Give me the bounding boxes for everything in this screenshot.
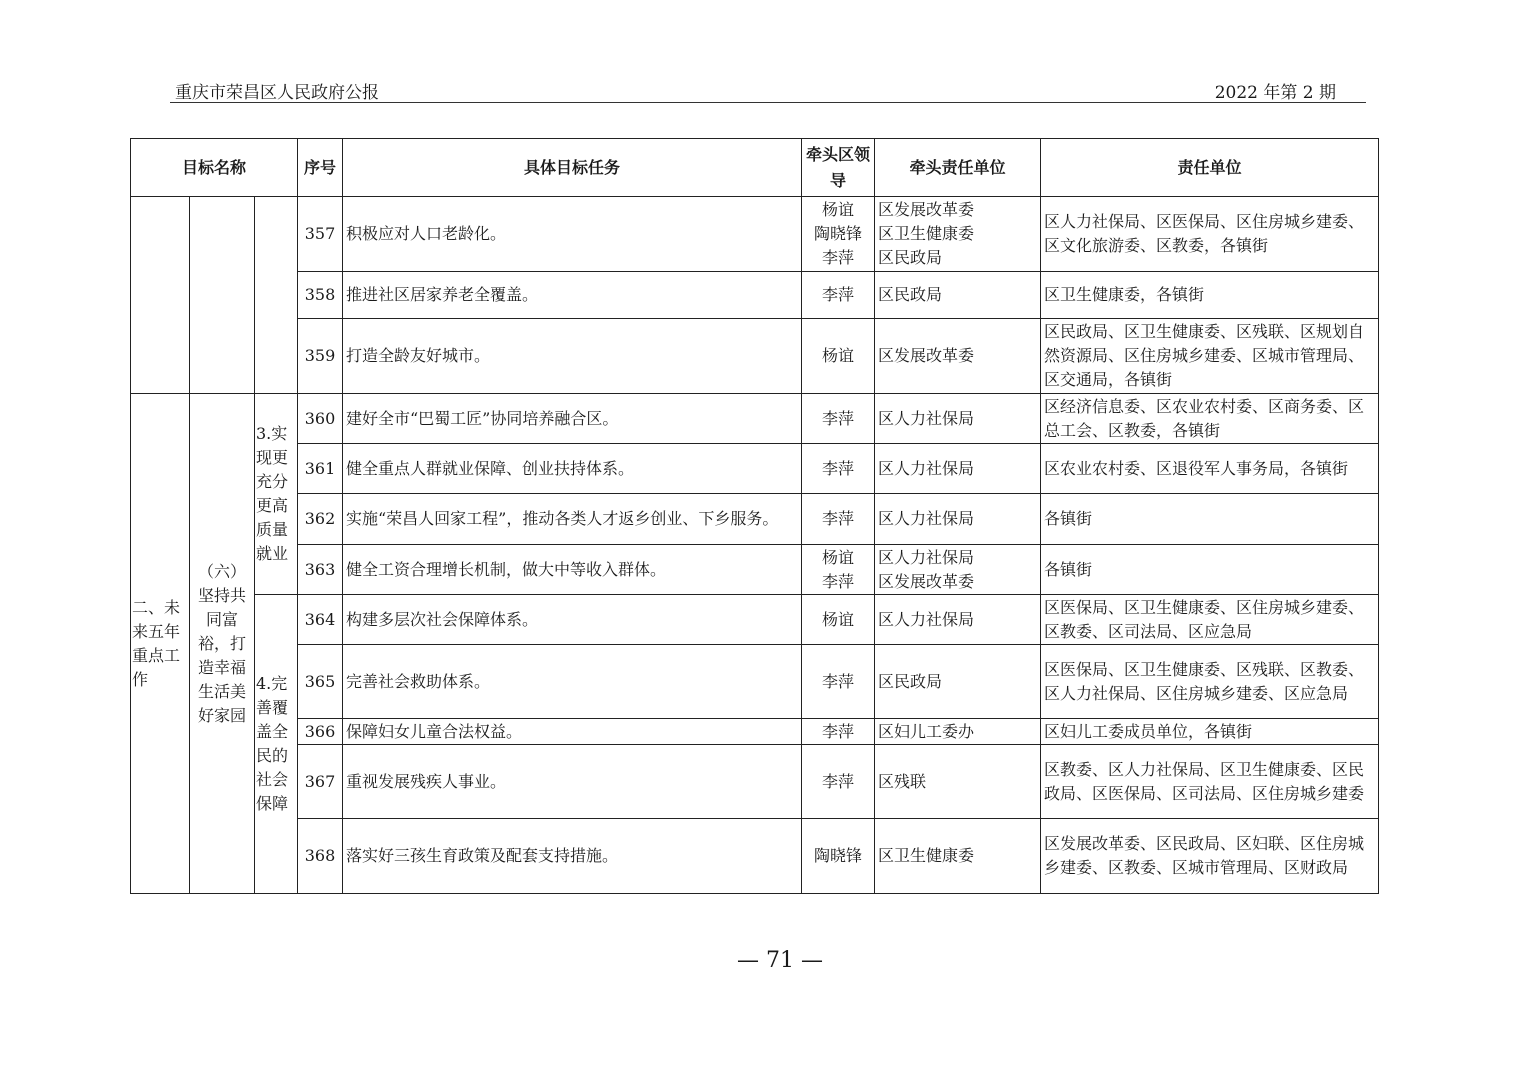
seq-cell: 357 — [298, 197, 343, 272]
col-seq: 序号 — [298, 139, 343, 197]
lead-unit-cell: 区残联 — [875, 745, 1041, 819]
goal-cell-empty-2 — [190, 197, 255, 394]
goal-level-3-social-security: 4.完善覆盖全民的社会保障 — [255, 595, 298, 894]
units-cell: 区医保局、区卫生健康委、区住房城乡建委、区教委、区司法局、区应急局 — [1041, 595, 1379, 645]
units-cell: 区民政局、区卫生健康委、区残联、区规划自然资源局、区住房城乡建委、区城市管理局、区交通局，各镇街 — [1041, 319, 1379, 394]
leader-cell: 李萍 — [802, 719, 875, 745]
task-cell: 重视发展残疾人事业。 — [343, 745, 802, 819]
leader-cell: 李萍 — [802, 272, 875, 319]
lead-unit-cell: 区民政局 — [875, 272, 1041, 319]
table-row — [131, 494, 1379, 545]
lead-unit-cell: 区人力社保局 — [875, 595, 1041, 645]
table-row — [131, 545, 1379, 595]
leader-cell: 杨谊 陶晓锋 李萍 — [802, 197, 875, 272]
goal-level-1: 二、未来五年重点工作 — [131, 394, 190, 894]
seq-cell: 366 — [298, 719, 343, 745]
table-row — [131, 745, 1379, 819]
leader-cell: 杨谊 — [802, 319, 875, 394]
leader-cell: 李萍 — [802, 645, 875, 719]
page-number: — 71 — — [737, 948, 823, 973]
goal-cell-empty-3 — [255, 197, 298, 394]
table-row — [131, 819, 1379, 894]
goal-level-3-employment: 3.实现更充分更高质量就业 — [255, 394, 298, 595]
col-leader: 牵头区领导 — [802, 139, 875, 197]
units-cell: 各镇街 — [1041, 545, 1379, 595]
leader-cell: 陶晓锋 — [802, 819, 875, 894]
table-row — [131, 595, 1379, 645]
leader-cell: 李萍 — [802, 394, 875, 444]
task-cell: 健全工资合理增长机制，做大中等收入群体。 — [343, 545, 802, 595]
units-cell: 区卫生健康委，各镇街 — [1041, 272, 1379, 319]
col-lead-unit: 牵头责任单位 — [875, 139, 1041, 197]
leader-cell: 杨谊 李萍 — [802, 545, 875, 595]
leader-cell: 李萍 — [802, 745, 875, 819]
leader-cell: 杨谊 — [802, 595, 875, 645]
task-cell: 完善社会救助体系。 — [343, 645, 802, 719]
task-cell: 打造全龄友好城市。 — [343, 319, 802, 394]
lead-unit-cell: 区人力社保局 — [875, 494, 1041, 545]
task-cell: 构建多层次社会保障体系。 — [343, 595, 802, 645]
table-row — [131, 645, 1379, 719]
task-cell: 推进社区居家养老全覆盖。 — [343, 272, 802, 319]
table-row — [131, 197, 1379, 272]
units-cell: 区人力社保局、区医保局、区住房城乡建委、区文化旅游委、区教委，各镇街 — [1041, 197, 1379, 272]
units-cell: 区经济信息委、区农业农村委、区商务委、区总工会、区教委，各镇街 — [1041, 394, 1379, 444]
issue-label: 2022 年第 2 期 — [1214, 83, 1336, 103]
seq-cell: 358 — [298, 272, 343, 319]
header-rule — [170, 102, 1366, 103]
seq-cell: 360 — [298, 394, 343, 444]
units-cell: 区妇儿工委成员单位，各镇街 — [1041, 719, 1379, 745]
lead-unit-cell: 区人力社保局 区发展改革委 — [875, 545, 1041, 595]
col-goal: 目标名称 — [131, 139, 298, 197]
lead-unit-cell: 区卫生健康委 — [875, 819, 1041, 894]
table-row — [131, 319, 1379, 394]
task-cell: 建好全市“巴蜀工匠”协同培养融合区。 — [343, 394, 802, 444]
seq-cell: 367 — [298, 745, 343, 819]
task-cell: 落实好三孩生育政策及配套支持措施。 — [343, 819, 802, 894]
units-cell: 区发展改革委、区民政局、区妇联、区住房城乡建委、区教委、区城市管理局、区财政局 — [1041, 819, 1379, 894]
lead-unit-cell: 区人力社保局 — [875, 394, 1041, 444]
seq-cell: 359 — [298, 319, 343, 394]
lead-unit-cell: 区发展改革委 区卫生健康委 区民政局 — [875, 197, 1041, 272]
task-table — [130, 138, 1379, 894]
table-row — [131, 444, 1379, 494]
seq-cell: 362 — [298, 494, 343, 545]
task-cell: 积极应对人口老龄化。 — [343, 197, 802, 272]
leader-cell: 李萍 — [802, 444, 875, 494]
task-cell: 保障妇女儿童合法权益。 — [343, 719, 802, 745]
table-header-row — [131, 139, 1379, 197]
units-cell: 区农业农村委、区退役军人事务局，各镇街 — [1041, 444, 1379, 494]
seq-cell: 365 — [298, 645, 343, 719]
lead-unit-cell: 区妇儿工委办 — [875, 719, 1041, 745]
task-cell: 实施“荣昌人回家工程”，推动各类人才返乡创业、下乡服务。 — [343, 494, 802, 545]
col-units: 责任单位 — [1041, 139, 1379, 197]
publication-title: 重庆市荣昌区人民政府公报 — [175, 83, 379, 103]
units-cell: 区教委、区人力社保局、区卫生健康委、区民政局、区医保局、区司法局、区住房城乡建委 — [1041, 745, 1379, 819]
seq-cell: 368 — [298, 819, 343, 894]
lead-unit-cell: 区民政局 — [875, 645, 1041, 719]
task-cell: 健全重点人群就业保障、创业扶持体系。 — [343, 444, 802, 494]
seq-cell: 364 — [298, 595, 343, 645]
leader-cell: 李萍 — [802, 494, 875, 545]
col-task: 具体目标任务 — [343, 139, 802, 197]
table-row — [131, 719, 1379, 745]
lead-unit-cell: 区发展改革委 — [875, 319, 1041, 394]
seq-cell: 363 — [298, 545, 343, 595]
goal-cell-empty-1 — [131, 197, 190, 394]
units-cell: 区医保局、区卫生健康委、区残联、区教委、区人力社保局、区住房城乡建委、区应急局 — [1041, 645, 1379, 719]
goal-level-2: （六）坚持共同富裕，打造幸福生活美好家园 — [190, 394, 255, 894]
table-row — [131, 272, 1379, 319]
table-row — [131, 394, 1379, 444]
seq-cell: 361 — [298, 444, 343, 494]
lead-unit-cell: 区人力社保局 — [875, 444, 1041, 494]
units-cell: 各镇街 — [1041, 494, 1379, 545]
